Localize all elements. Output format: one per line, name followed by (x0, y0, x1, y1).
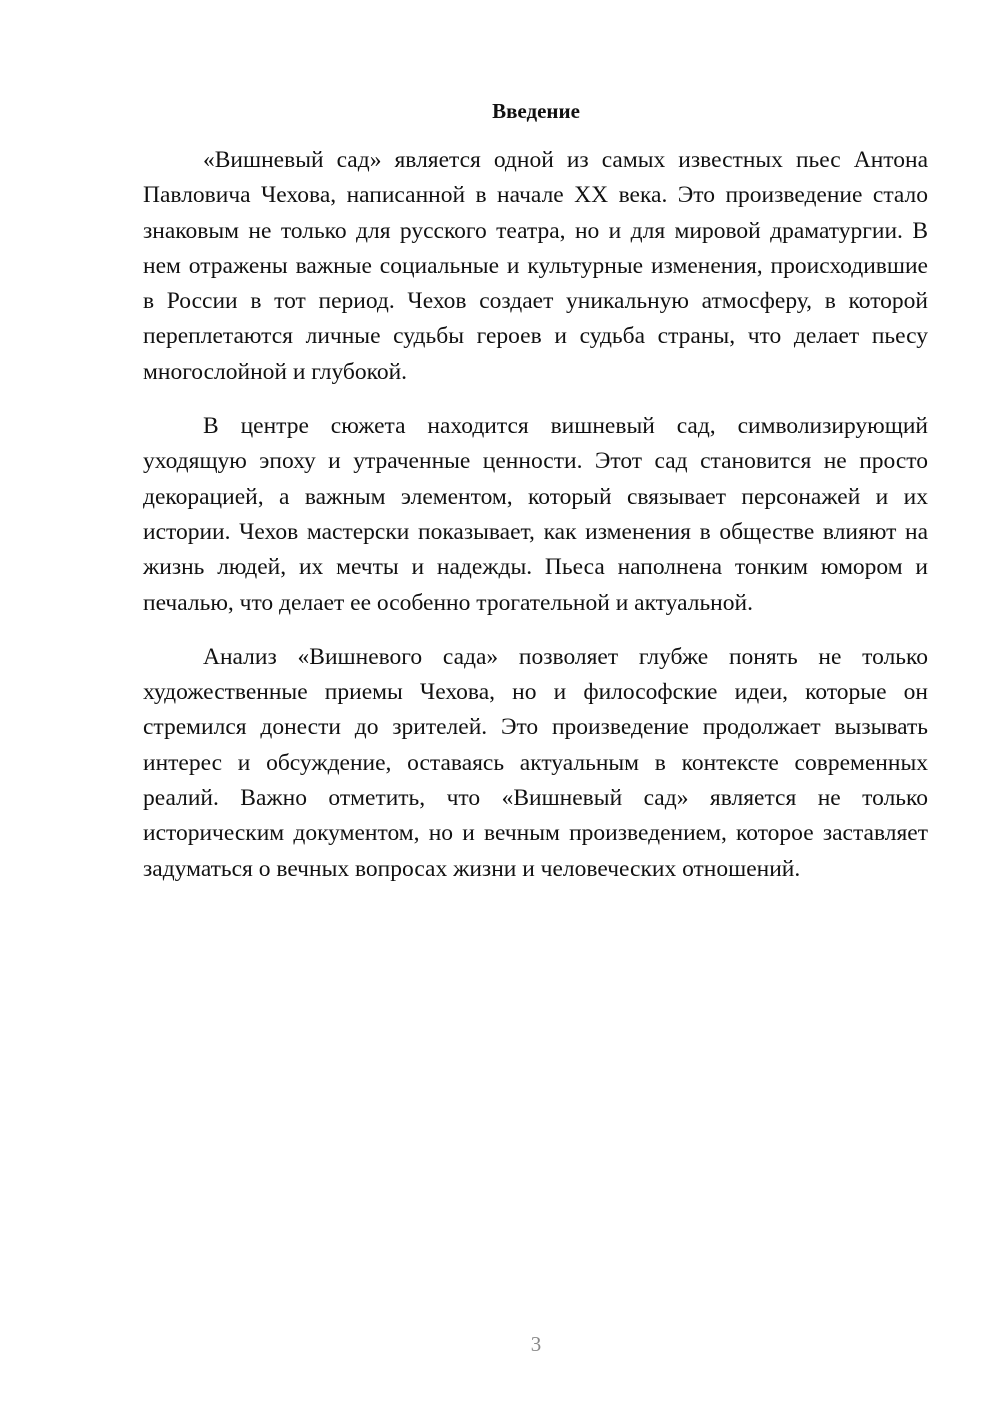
page-title: Введение (492, 99, 580, 123)
paragraph-3: Анализ «Вишневого сада» позволяет глубже понять не только художественные приемы Чехова, но и философские идеи, которые он стремился донести до зрителей. Это произведение продолжает вызывать интерес и обсуждение, оставаясь актуальным в контексте современных реалий. Важно отметить, что «Вишневый сад» является не только историческим документом, но и вечным произведением, которое заставляет задуматься о вечных вопросах жизни и человеческих отношений. (143, 643, 928, 882)
paragraph-2: В центре сюжета находится вишневый сад, символизирующий уходящую эпоху и утраченные ценности. Этот сад становится не просто декорацией, а важным элементом, который связывает персонажей и их истории. Чехов мастерски показывает, как изменения в обществе влияют на жизнь людей, их мечты и надежды. Пьеса наполнена тонким юмором и печалью, что делает ее особенно трогательной и актуальной. (143, 413, 928, 616)
body-text (143, 143, 928, 906)
page-number: 3 (530, 1332, 542, 1356)
paragraph-1: «Вишневый сад» является одной из самых известных пьес Антона Павловича Чехова, написанной в начале XX века. Это произведение стало знаковым не только для русского театра, но и для мировой драматургии. В нем отражены важные социальные и культурные изменения, происходившие в России в тот период. Чехов создает уникальную атмосферу, в которой переплетаются личные судьбы героев и судьба страны, что делает пьесу многослойной и глубокой. (143, 147, 928, 385)
